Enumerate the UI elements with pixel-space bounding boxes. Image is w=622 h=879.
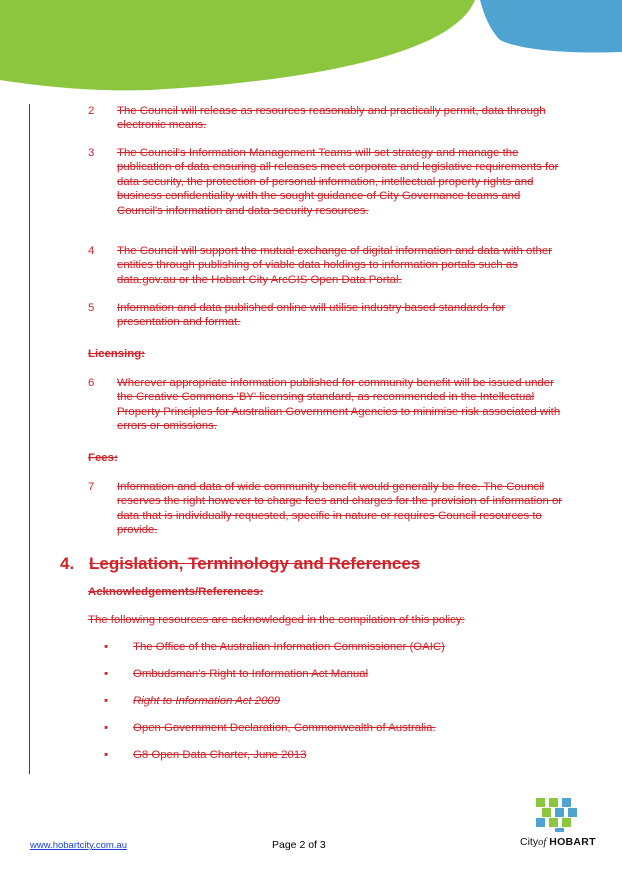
policy-clause-6 — [88, 376, 568, 434]
clause-text: Information and data of wide community benefit would generally be free. The Council reserves the right however to charge fees and charges for the provision of information or data that is individually requested, specific in nature or requires Council resources to provide. — [117, 481, 563, 537]
reference-text: The Office of the Australian Information Commissioner (OAIC) — [133, 641, 445, 653]
section-title: Legislation, Terminology and References — [89, 554, 421, 573]
logo-city: City — [520, 836, 539, 848]
clause-number: 5 — [88, 302, 95, 314]
policy-clause-5 — [88, 301, 568, 330]
header-banner — [0, 0, 622, 92]
clause-text: Wherever appropriate information published for community benefit will be issued under the Creative Commons 'BY' licensing standard, as recommended in the Intellectual Property Principles for Australian Government Agencies to minimise risk associated with errors or omissions. — [117, 377, 561, 433]
clause-text: The Council's Information Management Teams will set strategy and manage the publication of data ensuring all releases meet corporate and legislative requirements for data security, the protection of personal information, intellectual property rights and business confidentiality with the sought guidance of City Governance teams and Council's information and data security resources. — [117, 147, 559, 217]
logo-hobart: HOBART — [549, 836, 596, 848]
change-bar — [29, 104, 30, 774]
reference-item — [104, 749, 307, 761]
reference-text: Ombudsman's Right to Information Act Manual — [133, 668, 369, 680]
section-number: 4. — [60, 554, 75, 573]
website-link[interactable]: www.hobartcity.com.au — [30, 840, 127, 851]
bullet-icon: ▪ — [104, 749, 109, 761]
page-number: Page 2 of 3 — [272, 839, 326, 851]
acknowledgements-heading: Acknowledgements/References: — [88, 586, 264, 598]
clause-text: Information and data published online will utilise industry based standards for presentation and format. — [117, 302, 506, 329]
policy-clause-7 — [88, 480, 568, 538]
bullet-icon: ▪ — [104, 641, 109, 653]
reference-text: G8 Open Data Charter, June 2013 — [133, 749, 307, 761]
policy-clause-4 — [88, 244, 568, 287]
clause-number: 7 — [88, 481, 95, 493]
section-heading — [60, 554, 420, 574]
reference-text: Right to Information Act 2009 — [133, 695, 281, 707]
reference-text: Open Government Declaration, Commonwealth of Australia. — [133, 722, 436, 734]
clause-number: 6 — [88, 377, 95, 389]
logo-wordmark — [520, 836, 596, 848]
fees-heading: Fees: — [88, 452, 118, 464]
bullet-icon: ▪ — [104, 722, 109, 734]
reference-item — [104, 695, 280, 707]
policy-clause-2 — [88, 104, 568, 133]
clause-text: The Council will support the mutual exchange of digital information and data with other entities through publishing of viable data holdings to information portals such as data.gov.au or the Hobart City ArcGIS Open Data Portal. — [117, 245, 552, 286]
references-intro: The following resources are acknowledged in the compilation of this policy: — [88, 614, 465, 626]
clause-number: 3 — [88, 147, 95, 159]
bullet-icon: ▪ — [104, 695, 109, 707]
clause-number: 2 — [88, 105, 95, 117]
licensing-heading: Licensing: — [88, 348, 145, 360]
policy-clause-3 — [88, 146, 568, 218]
reference-item — [104, 668, 368, 680]
clause-number: 4 — [88, 245, 95, 257]
logo-of: of — [538, 837, 547, 848]
clause-text: The Council will release as resources reasonably and practically permit, data through electronic means. — [117, 105, 546, 132]
reference-item — [104, 641, 445, 653]
reference-item — [104, 722, 436, 734]
bullet-icon: ▪ — [104, 668, 109, 680]
